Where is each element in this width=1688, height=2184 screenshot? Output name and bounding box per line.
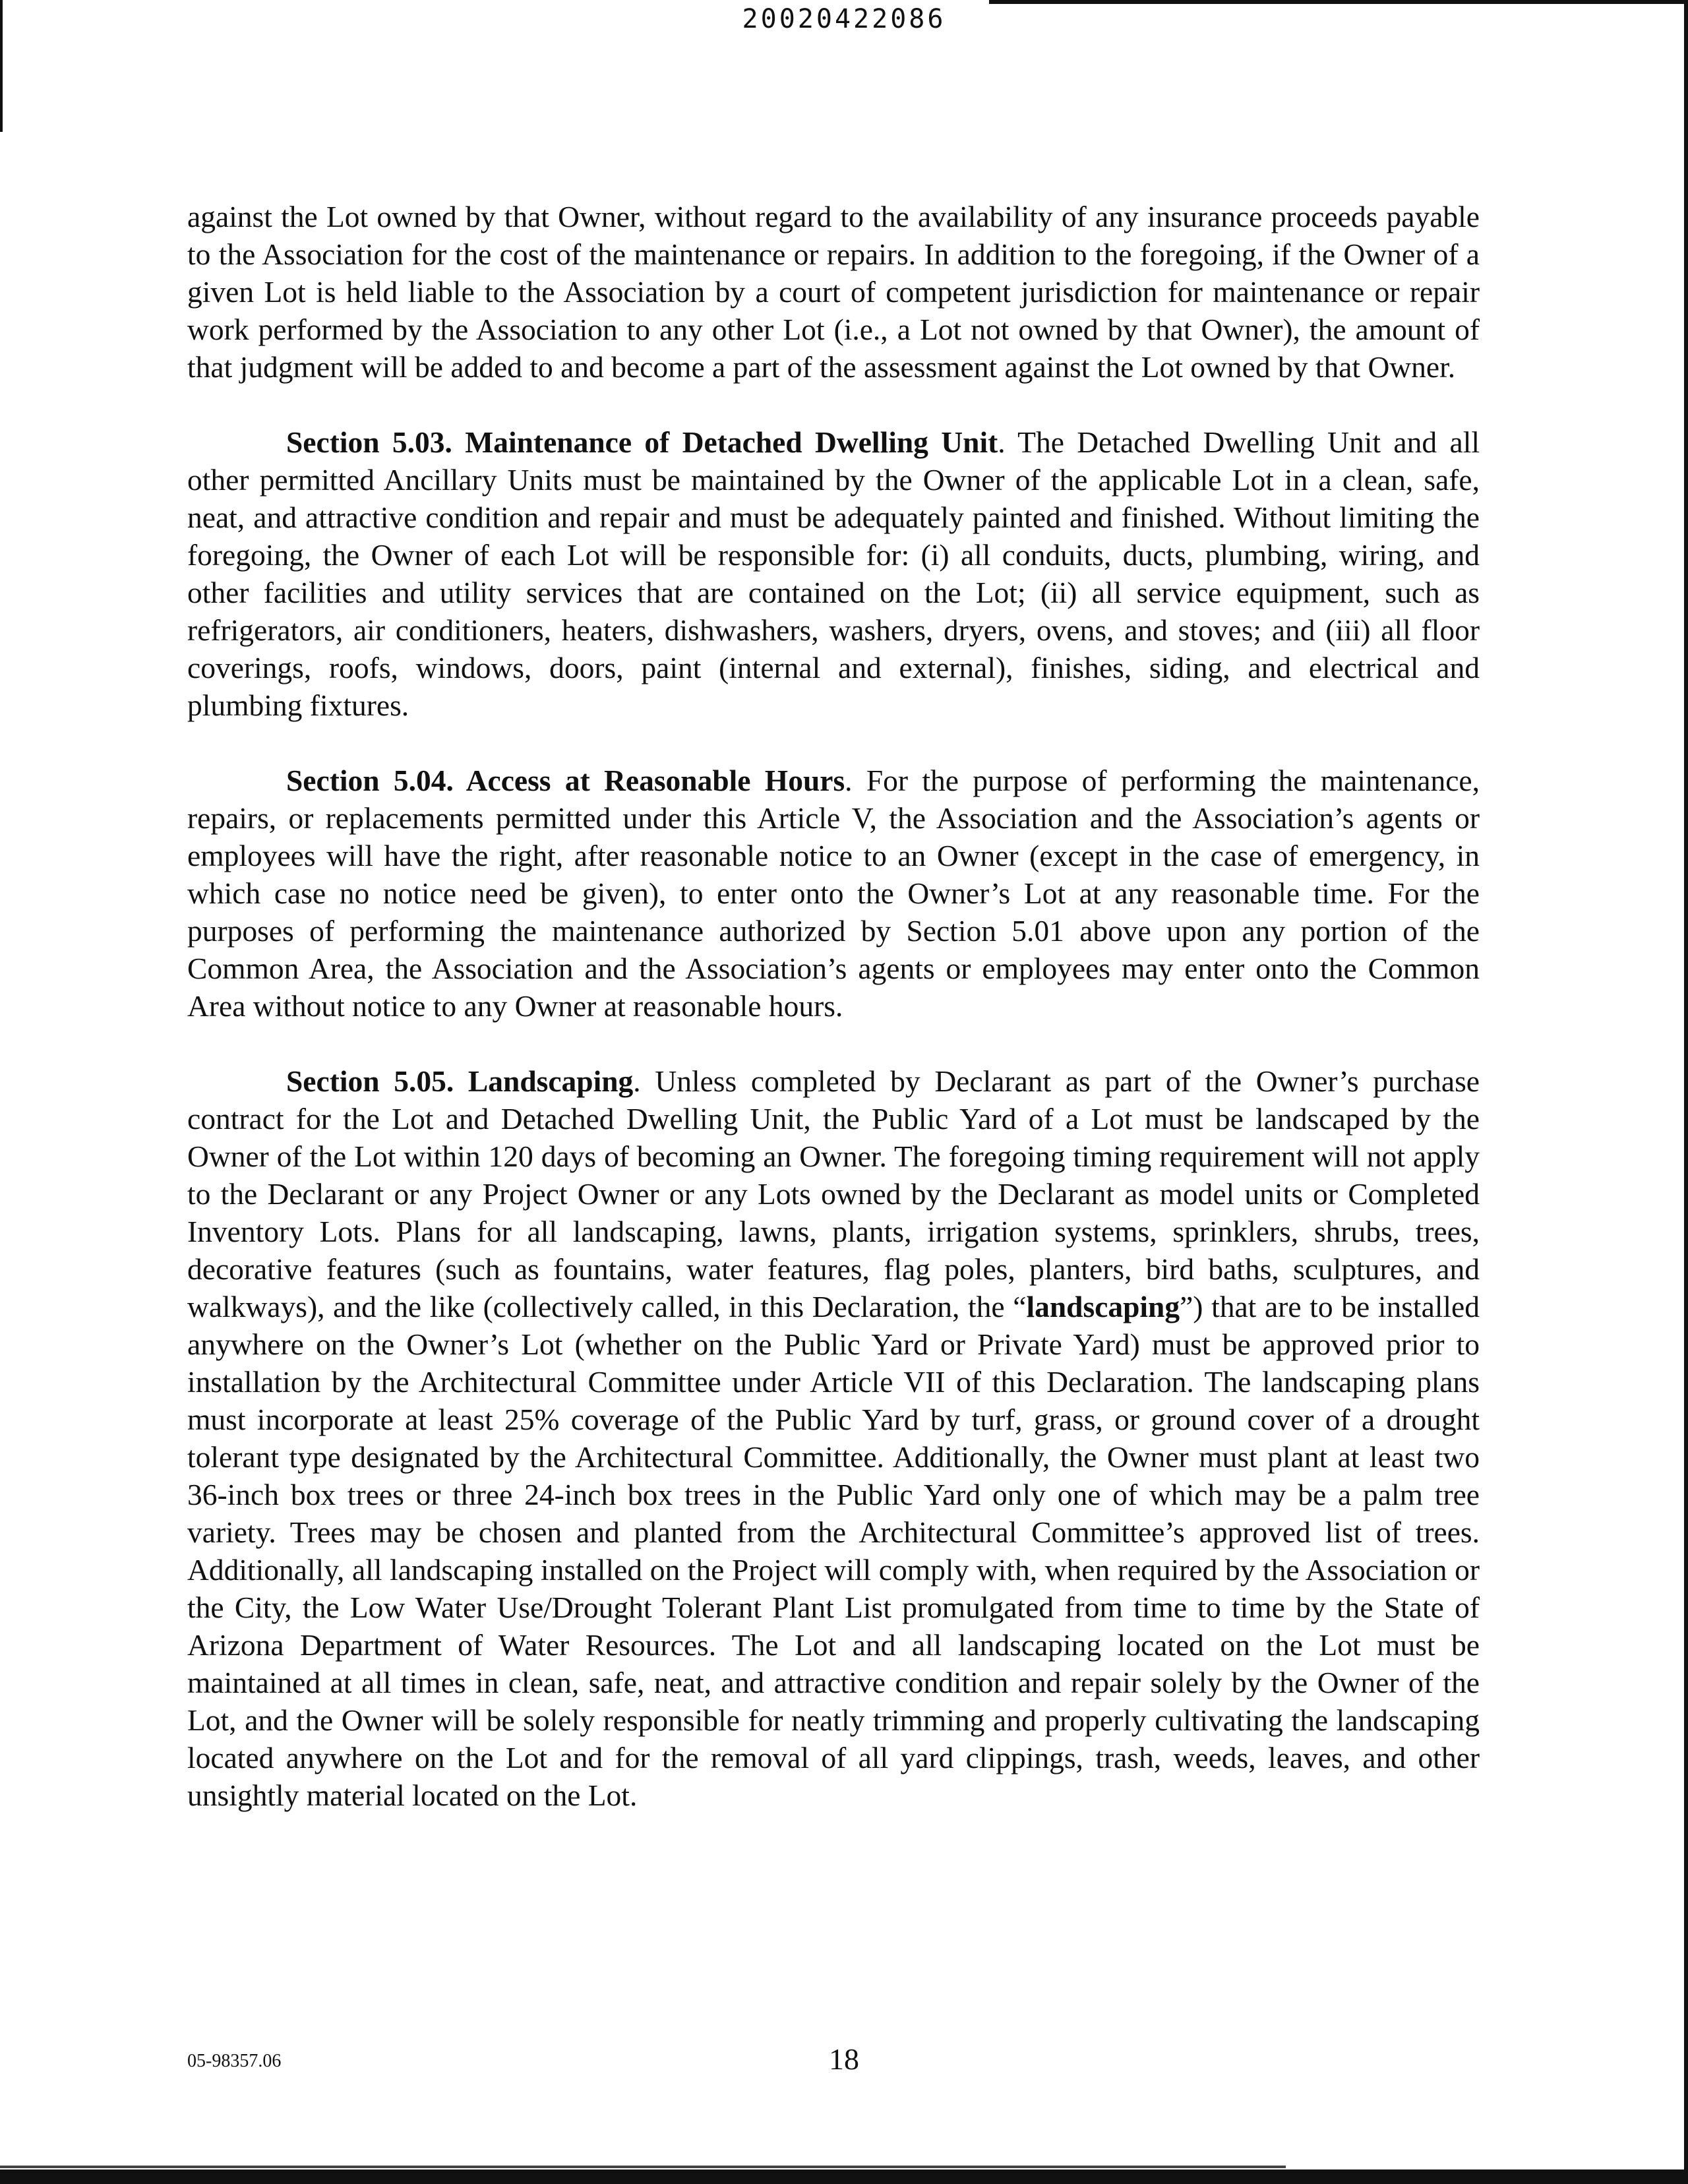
scan-border-right	[1684, 0, 1688, 2184]
section-text: . For the purpose of performing the maintenance, repairs, or replacements permitted under this Article V, the Association and the Association’s agents or employees will have the right, after reasonable notice to an Owner (except in the case of emergency, in which case no notice need be given), to enter onto the Owner’s Lot at any reasonable time. For the purposes of performing the maintenance authorized by Section 5.01 above upon any portion of the Common Area, the Association and the Association’s agents or employees may enter onto the Common Area without notice to any Owner at reasonable hours.	[187, 764, 1480, 1023]
scan-border-bottom-thin	[0, 2166, 1286, 2168]
document-number: 20020422086	[742, 4, 946, 34]
section-heading: Section 5.03. Maintenance of Detached Dwelling Unit	[286, 425, 998, 459]
section-5-04	[187, 762, 1480, 1025]
document-body	[187, 198, 1480, 1814]
page-number: 18	[829, 2042, 859, 2076]
defined-term: landscaping	[1026, 1290, 1180, 1323]
scan-border-bottom	[0, 2169, 1688, 2184]
section-heading: Section 5.04. Access at Reasonable Hours	[286, 764, 845, 797]
section-heading: Section 5.05. Landscaping	[286, 1064, 634, 1098]
paragraph-continuation	[187, 198, 1480, 386]
section-text: . The Detached Dwelling Unit and all other permitted Ancillary Units must be maintained by the Owner of the applicable Lot in a clean, safe, neat, and attractive condition and repair and must be adequately painted and finished. Without limiting the foregoing, the Owner of each Lot will be responsible for: (i) all conduits, ducts, plumbing, wiring, and other facilities and utility services that are contained on the Lot; (ii) all service equipment, such as refrigerators, air conditioners, heaters, dishwashers, washers, dryers, ovens, and stoves; and (iii) all floor coverings, roofs, windows, doors, paint (internal and external), finishes, siding, and electrical and plumbing fixtures.	[187, 425, 1480, 722]
section-5-03	[187, 423, 1480, 724]
section-text: . Unless completed by Declarant as part of the Owner’s purchase contract for the Lot and Detached Dwelling Unit, the Public Yard of a Lot must be landscaped by the Owner of the Lot within 120 days of becoming an Owner. The foregoing timing requirement will not apply to the Declarant or any Project Owner or any Lots owned by the Declarant as model units or Completed Inventory Lots. Plans for all landscaping, lawns, plants, irrigation systems, sprinklers, shrubs, trees, decorative features (such as fountains, water features, flag poles, planters, bird baths, sculptures, and walkways), and the like (collectively called, in this Declaration, the “	[187, 1064, 1480, 1323]
footer-file-code: 05-98357.06	[187, 2051, 282, 2071]
section-5-05	[187, 1062, 1480, 1814]
section-text: ”) that are to be installed anywhere on the Owner’s Lot (whether on the Public Yard or Private Yard) must be approved prior to installation by the Architectural Committee under Article VII of this Declaration. The landscaping plans must incorporate at least 25% coverage of the Public Yard by turf, grass, or ground cover of a drought tolerant type designated by the Architectural Committee. Additionally, the Owner must plant at least two 36-inch box trees or three 24-inch box trees in the Public Yard only one of which may be a palm tree variety. Trees may be chosen and planted from the Architectural Committee’s approved list of trees. Additionally, all landscaping installed on the Project will comply with, when required by the Association or the City, the Low Water Use/Drought Tolerant Plant List promulgated from time to time by the State of Arizona Department of Water Resources. The Lot and all landscaping located on the Lot must be maintained at all times in clean, safe, neat, and attractive condition and repair solely by the Owner of the Lot, and the Owner will be solely responsible for neatly trimming and properly cultivating the landscaping located anywhere on the Lot and for the removal of all yard clippings, trash, weeds, leaves, and other unsightly material located on the Lot.	[187, 1290, 1480, 1812]
paragraph-text: against the Lot owned by that Owner, without regard to the availability of any insurance proceeds payable to the Association for the cost of the maintenance or repairs. In addition to the foregoing, if the Owner of a given Lot is held liable to the Association by a court of competent jurisdiction for maintenance or repair work performed by the Association to any other Lot (i.e., a Lot not owned by that Owner), the amount of that judgment will be added to and become a part of the assessment against the Lot owned by that Owner.	[187, 200, 1480, 384]
